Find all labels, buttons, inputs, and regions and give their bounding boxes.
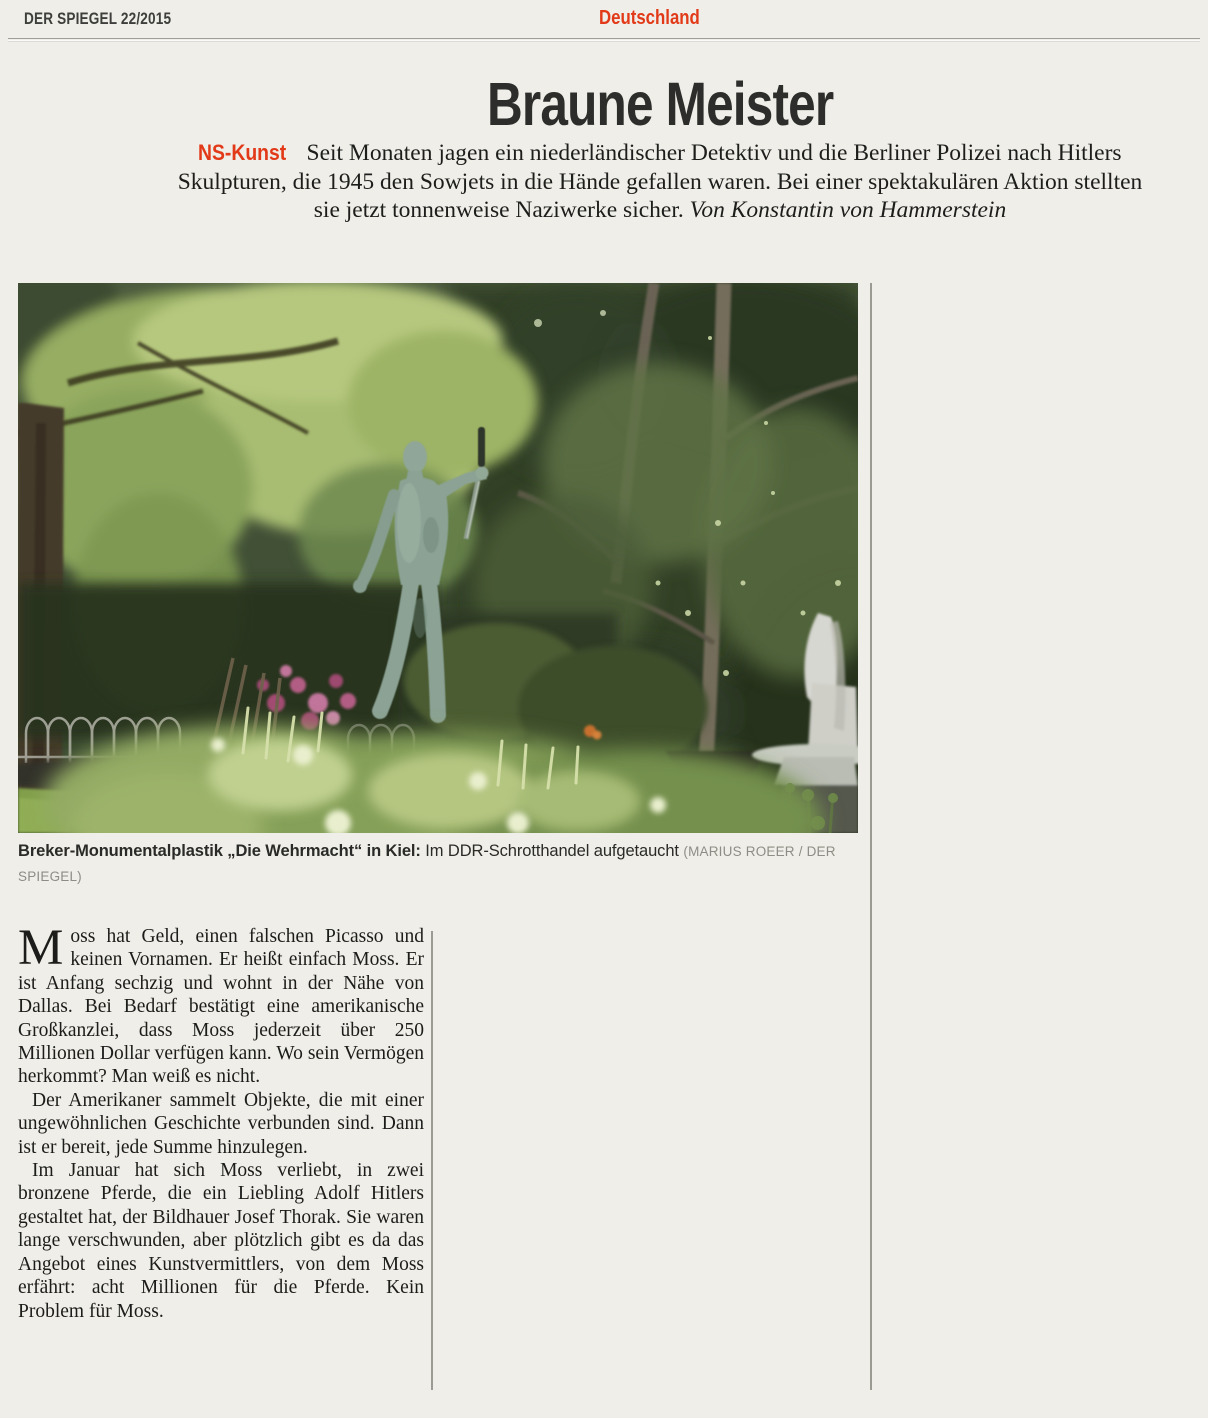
body-paragraph	[18, 1089, 424, 1159]
kicker-label: NS-Kunst	[198, 140, 287, 165]
drop-cap: M	[18, 920, 64, 976]
article-lead	[163, 139, 1157, 225]
caption-bold: Breker-Monumentalplastik „Die Wehrmacht“ in Kiel:	[18, 842, 421, 860]
body-paragraph	[18, 920, 424, 1089]
paragraph-text: oss hat Geld, einen falschen Picasso und keinen Vornamen. Er heißt einfach Moss. Er ist Anfang sechzig und wohnt in der Nähe von Dallas. Bei Bedarf bestätigt eine amerikanische Großkanzlei, dass Moss jederzeit über 250 Millionen Dollar verfügen kann. Wo sein Vermögen herkommt? Man weiß es nicht.	[18, 926, 424, 1088]
photo-caption	[18, 839, 866, 889]
byline: Von Konstantin von Hammerstein	[689, 197, 1007, 223]
paragraph-text: Der Amerikaner sammelt Objekte, die mit einer ungewöhnlichen Geschichte verbunden sind. Dann ist er bereit, jede Summe hinzulegen.	[18, 1089, 424, 1158]
column-rule-right	[870, 283, 872, 1390]
photo-credit: (MARIUS ROEER / DER SPIEGEL)	[18, 844, 836, 884]
paragraph-text: Im Januar hat sich Moss verliebt, in zwei bronzene Pferde, die ein Liebling Adolf Hitlers gestaltet hat, der Bildhauer Josef Thorak. Sie waren lange verschwunden, aber plötzlich gibt es da das Angebot eines Kunstvermittlers, von dem Moss erfährt: acht Millionen für die Pferde. Kein Problem für Moss.	[18, 1160, 424, 1322]
photo-illustration	[18, 283, 858, 833]
body-paragraph	[18, 1159, 424, 1323]
column-rule-left	[431, 931, 433, 1390]
article-photo	[18, 283, 858, 833]
body-column	[18, 920, 424, 1323]
header-rule	[8, 38, 1200, 39]
article-title	[163, 70, 1157, 138]
header-section: Deutschland	[599, 7, 700, 29]
caption-text: Im DDR-Schrotthandel aufgetaucht	[425, 842, 679, 860]
header-issue: DER SPIEGEL 22/2015	[24, 9, 172, 28]
lead-text: Seit Monaten jagen ein niederländischer Detektiv und die Berliner Polizei nach Hitlers Skulpturen, die 1945 den Sowjets in die Hände gefallen waren. Bei einer spektakulären Aktion stellten sie jetzt tonnenweise Naziwerke sicher.	[177, 140, 1143, 223]
article-title-text: Braune Meister	[486, 69, 834, 139]
